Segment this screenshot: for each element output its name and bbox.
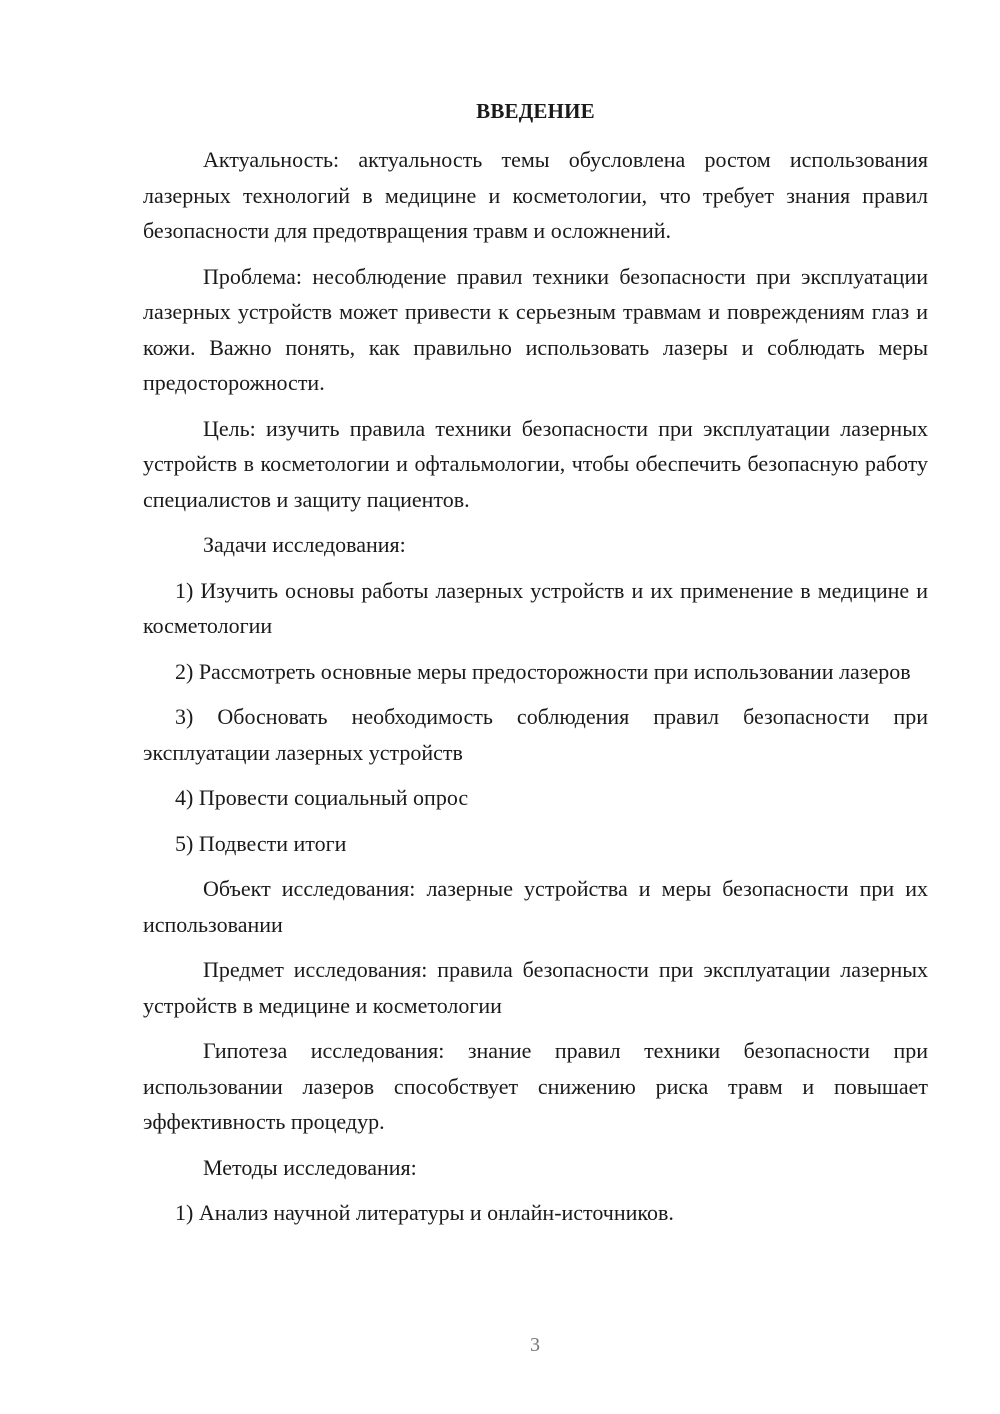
paragraph-subject: Предмет исследования: правила безопасности при эксплуатации лазерных устройств в медицине и косметологии [143, 957, 928, 1018]
task-item-2: 2) Рассмотреть основные меры предосторожности при использовании лазеров [175, 658, 911, 684]
page-number: 3 [530, 1334, 540, 1356]
paragraph-hypothesis: Гипотеза исследования: знание правил техники безопасности при использовании лазеров способствует снижению риска травм и повышает эффективность процедур. [143, 1038, 928, 1134]
document-body [143, 142, 928, 1241]
task-item-5: 5) Подвести итоги [175, 830, 347, 856]
paragraph-tasks-heading: Задачи исследования: [203, 532, 406, 557]
paragraph-problem: Проблема: несоблюдение правил техники безопасности при эксплуатации лазерных устройств может привести к серьезным травмам и повреждениям глаз и кожи. Важно понять, как правильно использовать лазеры и соблюдать меры предосторожности. [143, 263, 928, 395]
task-item-4: 4) Провести социальный опрос [175, 785, 469, 810]
section-title: ВВЕДЕНИЕ [476, 99, 595, 123]
paragraph-methods-heading: Методы исследования: [203, 1154, 417, 1180]
task-item-3: 3) Обосновать необходимость соблюдения правил безопасности при эксплуатации лазерных устройств [143, 704, 928, 765]
paragraph-relevance: Актуальность: актуальность темы обусловлена ростом использования лазерных технологий в медицине и косметологии, что требует знания правил безопасности для предотвращения травм и осложнений. [143, 147, 928, 243]
paragraph-object: Объект исследования: лазерные устройства и меры безопасности при их использовании [143, 876, 928, 937]
method-item-1: 1) Анализ научной литературы и онлайн-источников. [175, 1200, 674, 1225]
paragraph-goal: Цель: изучить правила техники безопасности при эксплуатации лазерных устройств в косметологии и офтальмологии, чтобы обеспечить безопасную работу специалистов и защиту пациентов. [143, 415, 928, 512]
task-item-1: 1) Изучить основы работы лазерных устройств и их применение в медицине и косметологии [143, 577, 928, 638]
